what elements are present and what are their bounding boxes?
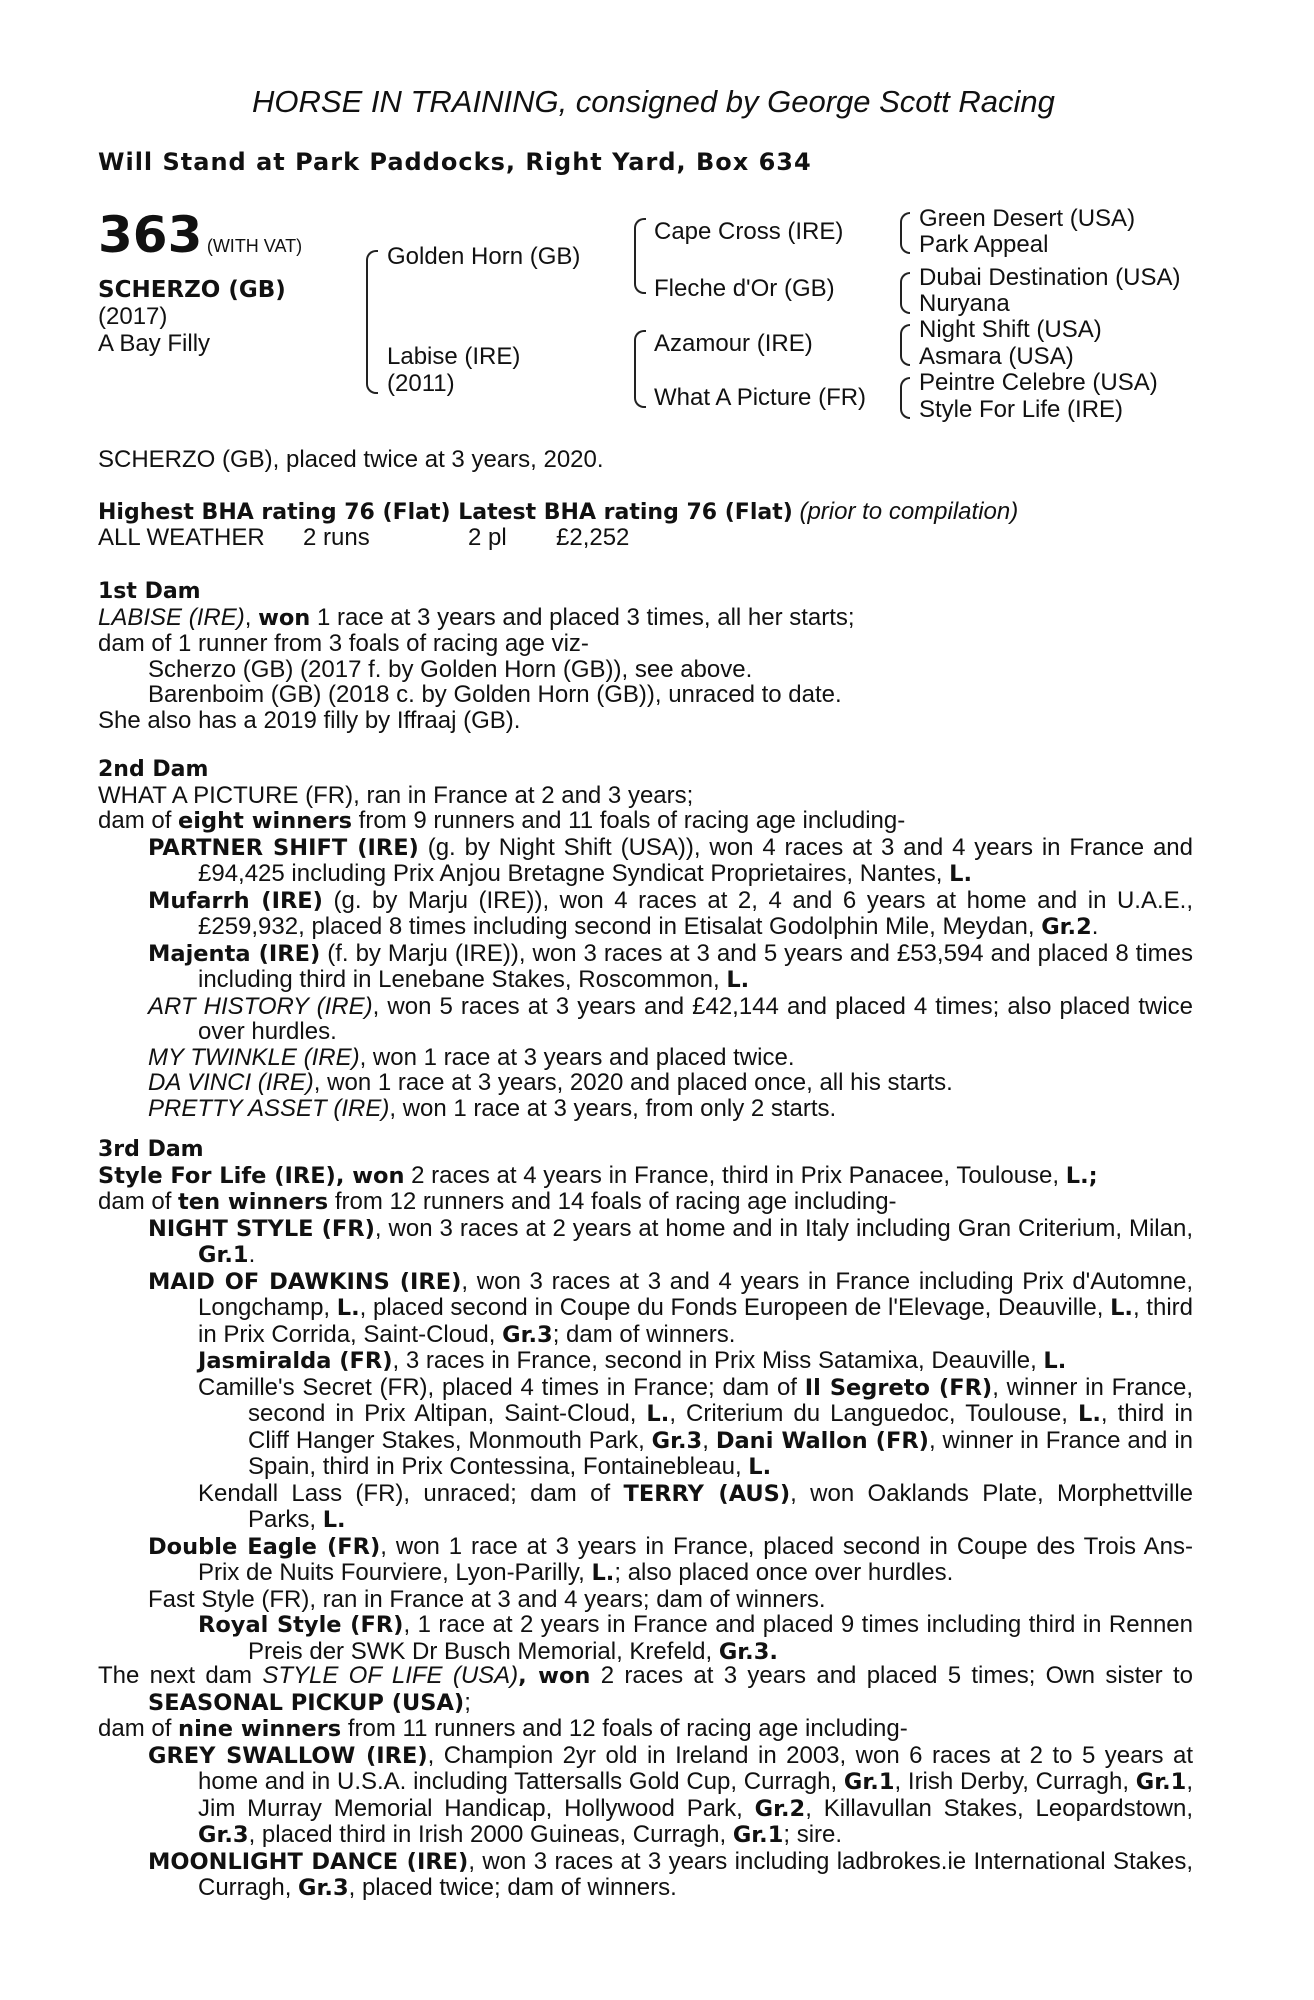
lot-block: [98, 206, 302, 264]
horse-year: (2017): [98, 303, 168, 330]
grandsire-2: Park Appeal: [919, 231, 1049, 258]
ratings-note: (prior to compilation): [799, 498, 1019, 525]
g-brace-4: [900, 377, 910, 419]
first-dam-record: 1 race at 3 years and placed 3 times, all her starts;: [317, 603, 855, 631]
first-dam-produce: dam of 1 runner from 3 foals of racing age viz-: [98, 630, 589, 657]
second-dam-line: WHAT A PICTURE (FR), ran in France at 2 and 3 years;: [98, 781, 694, 809]
grandsire-4: Nuryana: [919, 290, 1010, 317]
all-weather-surface: ALL WEATHER: [98, 524, 265, 551]
lot-number: 363: [98, 206, 203, 264]
progeny-fast-style: Fast Style (FR), ran in France at 3 and 4 years; dam of winners.: [148, 1585, 826, 1613]
page-header: HORSE IN TRAINING, consigned by George Scott Racing: [252, 84, 1055, 119]
progeny-da-vinci: DA VINCI (IRE), won 1 race at 3 years, 2020 and placed once, all his starts.: [148, 1069, 953, 1096]
sire-dam: Fleche d'Or (GB): [654, 275, 835, 302]
sire-sire: Cape Cross (IRE): [654, 218, 844, 245]
progeny-maid-of-dawkins: MAID OF DAWKINS (IRE), won 3 races at 3 and 4 years in France including Prix d'Automne, Longchamp, L., placed second in Coupe du Fonds Europeen de l'Elevage, Deauville, L., third in Prix Corrida, Saint-Cloud, Gr.3; dam of winners.: [148, 1267, 1193, 1348]
all-weather-runs: 2 runs: [303, 524, 370, 551]
grandsire-8: Style For Life (IRE): [919, 396, 1124, 423]
first-dam-foal-1: Scherzo (GB) (2017 f. by Golden Horn (GB)), see above.: [148, 655, 753, 683]
grandsire-6: Asmara (USA): [919, 343, 1074, 370]
second-dam-heading: 2nd Dam: [98, 757, 209, 782]
grandsire-7: Peintre Celebre (USA): [919, 369, 1158, 396]
progeny-mufarrh: Mufarrh (IRE) (g. by Marju (IRE)), won 4 races at 2, 4 and 6 years at home and in U.A.E., £259,932, placed 8 times including second in Etisalat Godolphin Mile, Meydan, Gr.2.: [148, 886, 1193, 940]
progeny-grey-swallow: GREY SWALLOW (IRE), Champion 2yr old in Ireland in 2003, won 6 races at 2 to 5 years at home and in U.S.A. including Tattersalls Gold Cup, Curragh, Gr.1, Irish Derby, Curragh, Gr.1, Jim Murray Memorial Handicap, Hollywood Park, Gr.2, Killavullan Stakes, Leopardstown, Gr.3, placed third in Irish 2000 Guineas, Curragh, Gr.1; sire.: [148, 1741, 1193, 1848]
sire-parents-brace: [634, 218, 646, 294]
next-dam-produce: dam of nine winners from 11 runners and 12 foals of racing age including-: [98, 1715, 908, 1742]
first-dam-section: 1st Dam LABISE (IRE), won 1 race at 3 years and placed 3 times, all her starts; dam of 1 runner from 3 foals of racing age viz- Scherzo (GB) (2017 f. by Golden Horn (GB)), see above. Barenboim (GB) (2018 c. by Golden Horn (GB)), unraced to date. She also has a 2019 filly by Iffraaj (GB).: [98, 578, 1193, 733]
progeny-my-twinkle: MY TWINKLE (IRE), won 1 race at 3 years and placed twice.: [148, 1043, 795, 1071]
g-brace-2: [900, 272, 910, 314]
sire: Golden Horn (GB): [387, 243, 581, 270]
dam-year: (2011): [387, 370, 455, 397]
grandsire-1: Green Desert (USA): [919, 205, 1136, 232]
first-dam-won: won: [258, 604, 311, 631]
progeny-pretty-asset: PRETTY ASSET (IRE), won 1 race at 3 years, from only 2 starts.: [148, 1094, 837, 1122]
dam-dam: What A Picture (FR): [654, 384, 867, 411]
dam-sire: Azamour (IRE): [654, 330, 813, 357]
all-weather-placed: 2 pl: [468, 524, 507, 551]
third-dam-heading: 3rd Dam: [98, 1137, 204, 1162]
first-dam-heading: 1st Dam: [98, 579, 201, 604]
progeny-jasmiralda: Jasmiralda (FR), 3 races in France, second in Prix Miss Satamixa, Deauville, L.: [198, 1347, 1067, 1374]
g-brace-3: [900, 324, 910, 366]
horse-name: SCHERZO (GB): [98, 277, 286, 303]
progeny-majenta: Majenta (IRE) (f. by Marju (IRE)), won 3 races at 3 and 5 years and £53,594 and placed 8 times including third in Lenebane Stakes, Roscommon, L.: [148, 939, 1193, 993]
progeny-night-style: NIGHT STYLE (FR), won 3 races at 2 years at home and in Italy including Gran Criterium, Milan, Gr.1.: [148, 1214, 1193, 1268]
first-dam-name: LABISE (IRE): [98, 603, 245, 631]
ratings-line: [98, 498, 1018, 526]
progeny-camilles-secret: Camille's Secret (FR), placed 4 times in France; dam of Il Segreto (FR), winner in France, second in Prix Altipan, Saint-Cloud, L., Criterium du Languedoc, Toulouse, L., third in Cliff Hanger Stakes, Monmouth Park, Gr.3, Dani Wallon (FR), winner in France and in Spain, third in Prix Contessina, Fontainebleau, L.: [198, 1373, 1193, 1480]
stand-location: Will Stand at Park Paddocks, Right Yard, Box 634: [98, 148, 812, 176]
second-dam-produce: dam of eight winners from 9 runners and 11 foals of racing age including-: [98, 807, 906, 834]
dam-parents-brace: [634, 330, 646, 408]
horse-description: A Bay Filly: [98, 330, 211, 357]
grandsire-5: Night Shift (USA): [919, 316, 1102, 343]
all-weather-earnings: £2,252: [556, 524, 630, 551]
vat-label: (WITH VAT): [206, 236, 303, 256]
third-dam-produce: dam of ten winners from 12 runners and 14 foals of racing age including-: [98, 1188, 897, 1215]
bha-ratings: Highest BHA rating 76 (Flat) Latest BHA rating 76 (Flat): [98, 500, 793, 525]
progeny-double-eagle: Double Eagle (FR), won 1 race at 3 years in France, placed second in Coupe des Trois Ans-Prix de Nuits Fourviere, Lyon-Parilly, L.; also placed once over hurdles.: [148, 1532, 1193, 1586]
sire-line-brace: [366, 250, 378, 394]
third-dam-section: [98, 1136, 1193, 1665]
progeny-partner-shift: PARTNER SHIFT (IRE) (g. by Night Shift (USA)), won 4 races at 3 and 4 years in France and £94,425 including Prix Anjou Bretagne Syndicat Proprietaires, Nantes, L.: [148, 833, 1193, 887]
dam: Labise (IRE): [387, 343, 521, 370]
progeny-royal-style: Royal Style (FR), 1 race at 2 years in France and placed 9 times including third in Rennen Preis der SWK Dr Busch Memorial, Krefeld, Gr.3.: [198, 1611, 1194, 1665]
next-dam-line: The next dam STYLE OF LIFE (USA), won 2 races at 3 years and placed 5 times; Own sister to SEASONAL PICKUP (USA);: [98, 1662, 1193, 1716]
second-dam-section: [98, 756, 1193, 1121]
progeny-moonlight-dance: MOONLIGHT DANCE (IRE), won 3 races at 3 years including ladbrokes.ie International Stakes, Curragh, Gr.3, placed twice; dam of winners.: [148, 1847, 1193, 1901]
g-brace-1: [900, 212, 910, 254]
next-dam-section: [98, 1663, 1193, 1902]
progeny-kendall-lass: Kendall Lass (FR), unraced; dam of TERRY (AUS), won Oaklands Plate, Morphettville Parks, L.: [198, 1479, 1193, 1533]
progeny-art-history: ART HISTORY (IRE), won 5 races at 3 years and £42,144 and placed 4 times; also placed twice over hurdles.: [148, 992, 1193, 1045]
first-dam-foal-2: Barenboim (GB) (2018 c. by Golden Horn (GB)), unraced to date.: [148, 681, 842, 708]
placed-summary: SCHERZO (GB), placed twice at 3 years, 2020.: [98, 446, 604, 473]
first-dam-note: She also has a 2019 filly by Iffraaj (GB).: [98, 706, 521, 734]
third-dam-line: Style For Life (IRE), won 2 races at 4 years in France, third in Prix Panacee, Toulouse, L.;: [98, 1161, 1098, 1189]
grandsire-3: Dubai Destination (USA): [919, 264, 1181, 291]
